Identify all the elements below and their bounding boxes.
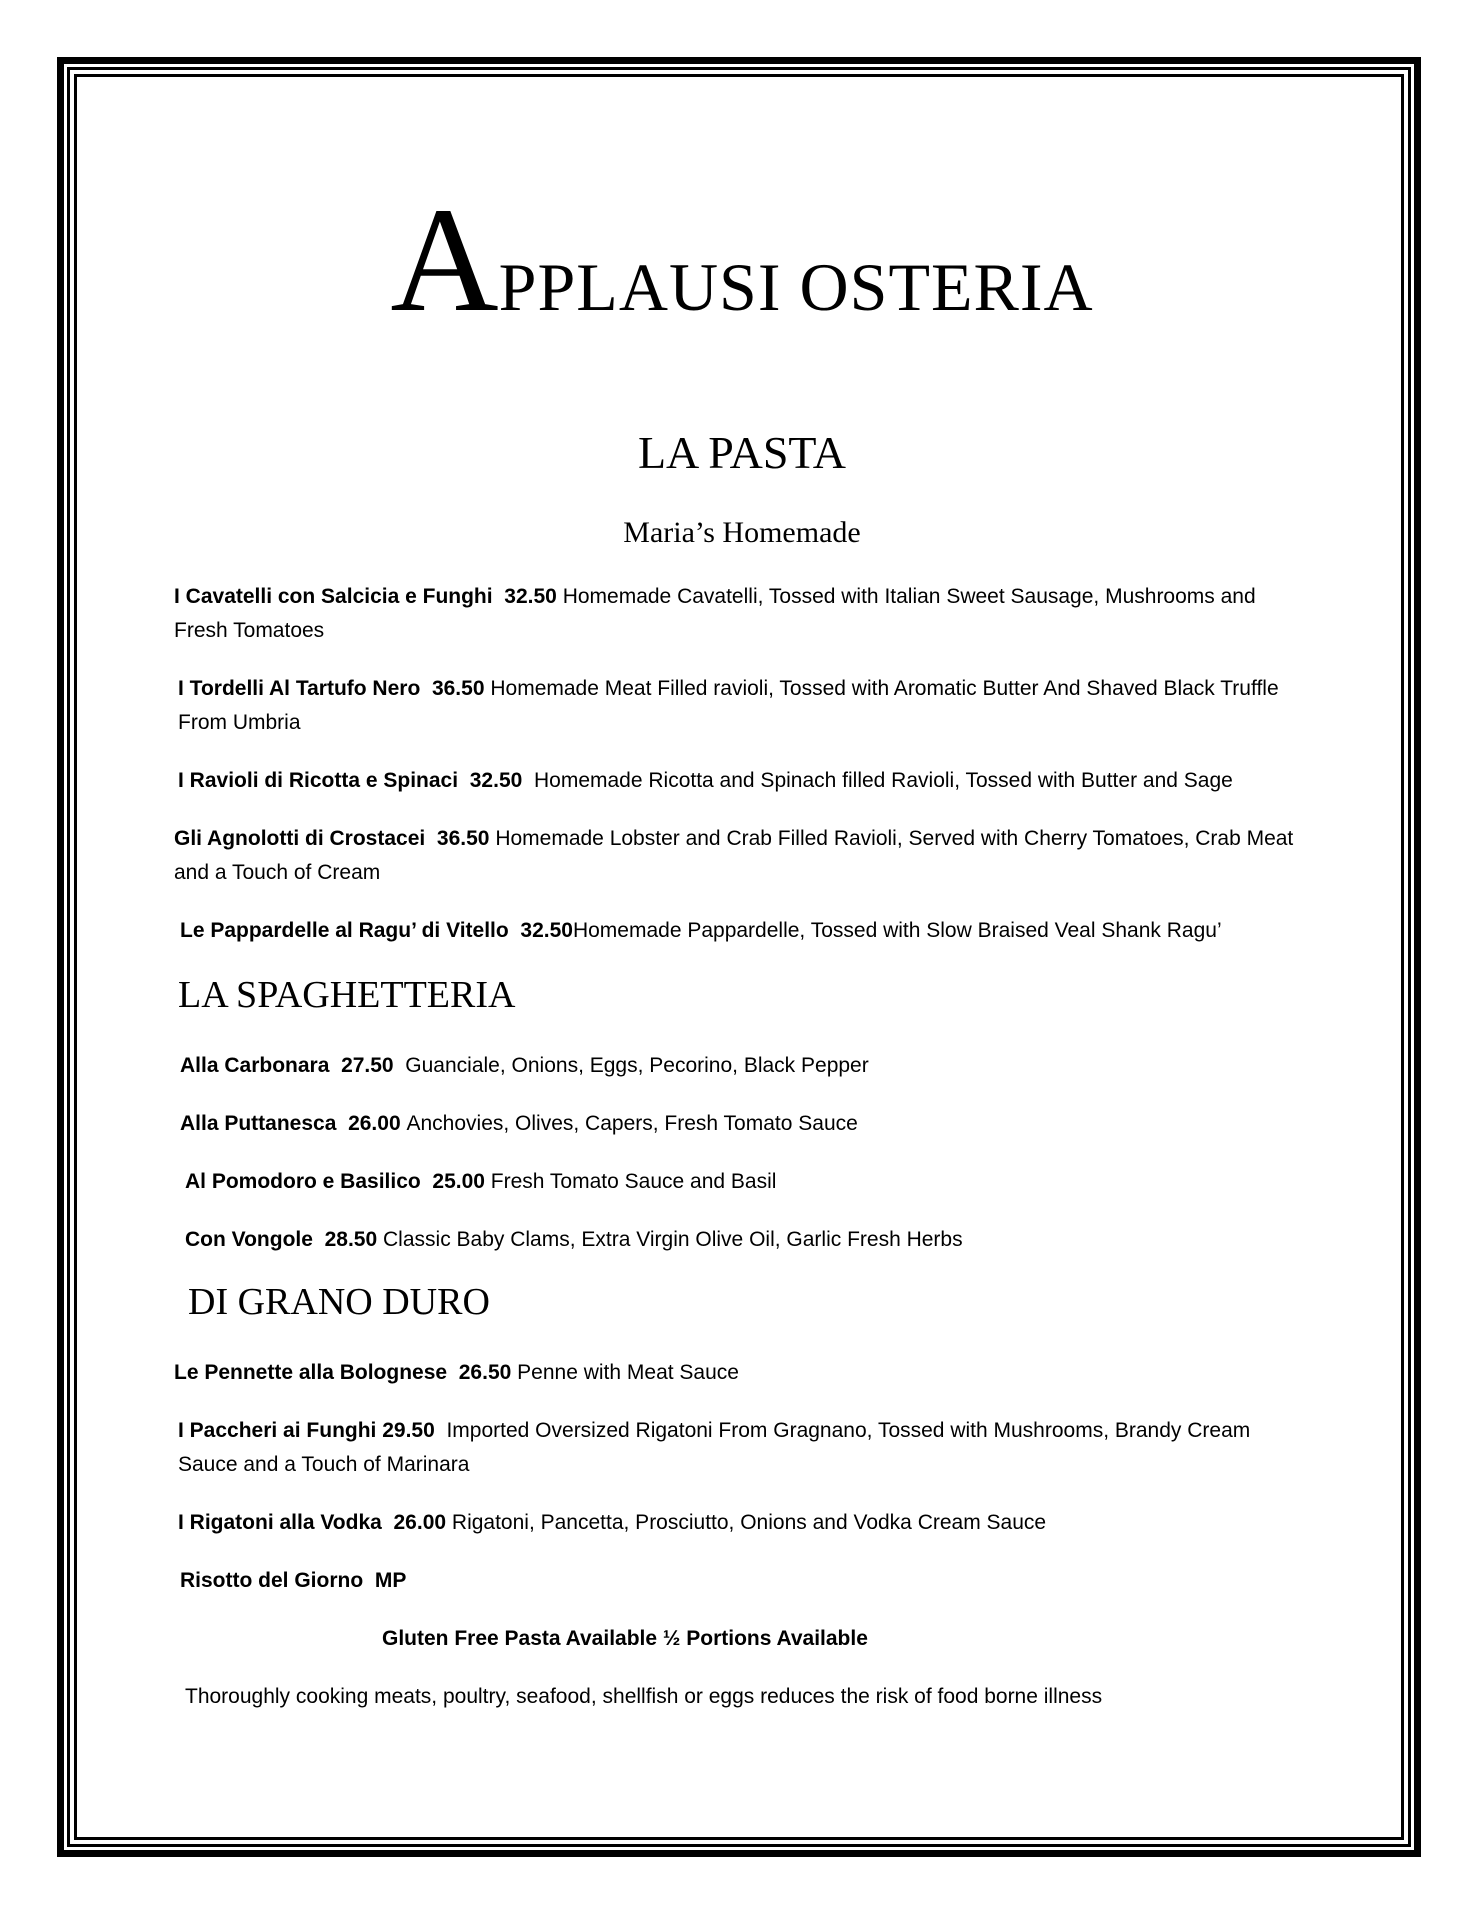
item-price: 26.00 [393, 1511, 447, 1534]
item-name: I Rigatoni alla Vodka [178, 1511, 382, 1534]
menu-item [178, 764, 1308, 798]
item-name: Le Pennette alla Bolognese [174, 1361, 448, 1384]
item-description: Homemade Lobster and Crab Filled Ravioli, Served with Cherry Tomatoes, Crab Meat and a Touch of Cream [174, 827, 1294, 884]
food-safety-warning: Thoroughly cooking meats, poultry, seafood, shellfish or eggs reduces the risk of food borne illness [185, 1685, 1103, 1708]
menu-item [185, 1165, 1315, 1199]
menu-item [180, 1564, 1310, 1598]
item-description: Homemade Cavatelli, Tossed with Italian Sweet Sausage, Mushrooms and Fresh Tomatoes [174, 585, 1256, 642]
menu-item [174, 822, 1304, 890]
item-price: 32.50 [469, 769, 523, 792]
item-description: Homemade Pappardelle, Tossed with Slow Braised Veal Shank Ragu’ [572, 919, 1222, 942]
item-name: Alla Puttanesca [180, 1112, 337, 1135]
menu-item [185, 1223, 1315, 1257]
item-name: Gli Agnolotti di Crostacei [174, 827, 426, 850]
section-title-grano-duro: DI GRANO DURO [188, 1281, 490, 1323]
item-name: Alla Carbonara [180, 1054, 330, 1077]
item-description: Guanciale, Onions, Eggs, Pecorino, Black Pepper [405, 1054, 869, 1077]
item-name: I Paccheri ai Funghi [178, 1419, 377, 1442]
item-price: 32.50 [504, 585, 557, 608]
item-name: I Tordelli Al Tartufo Nero [178, 677, 421, 700]
item-price: 26.00 [348, 1112, 401, 1135]
menu-item [180, 914, 1310, 948]
item-price: 25.00 [432, 1170, 485, 1193]
item-price: 26.50 [458, 1361, 512, 1384]
availability-note: Gluten Free Pasta Available ½ Portions Available [382, 1627, 868, 1650]
item-name: Al Pomodoro e Basilico [185, 1170, 421, 1193]
restaurant-name: APPLAUSI OSTERIA [390, 177, 1094, 343]
menu-item [180, 1049, 1310, 1083]
section-subtitle-pasta: Maria’s Homemade [623, 516, 861, 549]
item-description: Fresh Tomato Sauce and Basil [490, 1170, 777, 1193]
item-name: Con Vongole [185, 1228, 313, 1251]
item-description: Classic Baby Clams, Extra Virgin Olive Oil, Garlic Fresh Herbs [383, 1228, 963, 1251]
item-price: MP [374, 1569, 407, 1592]
item-price: 29.50 [382, 1419, 435, 1442]
item-description: Imported Oversized Rigatoni From Gragnano, Tossed with Mushrooms, Brandy Cream Sauce and a Touch of Marinara [178, 1419, 1251, 1476]
menu-item [178, 1414, 1308, 1482]
item-name: I Cavatelli con Salcicia e Funghi [174, 585, 493, 608]
item-price: 28.50 [324, 1228, 378, 1251]
section-title-pasta: LA PASTA [637, 427, 847, 478]
item-description: Homemade Ricotta and Spinach filled Ravioli, Tossed with Butter and Sage [533, 769, 1233, 792]
item-price: 32.50 [520, 919, 573, 942]
menu-item [178, 1506, 1308, 1540]
item-price: 27.50 [341, 1054, 394, 1077]
menu-item [174, 1356, 1304, 1390]
item-name: I Ravioli di Ricotta e Spinaci [178, 769, 459, 792]
item-price: 36.50 [436, 827, 490, 850]
item-name: Le Pappardelle al Ragu’ di Vitello [180, 919, 509, 942]
section-title-spaghetteria: LA SPAGHETTERIA [178, 974, 516, 1016]
item-description: Penne with Meat Sauce [517, 1361, 739, 1384]
item-price: 36.50 [431, 677, 485, 700]
menu-item [180, 1107, 1310, 1141]
item-description: Anchovies, Olives, Capers, Fresh Tomato Sauce [406, 1112, 858, 1135]
menu-item [178, 672, 1308, 740]
menu-item [174, 580, 1304, 648]
item-description: Homemade Meat Filled ravioli, Tossed with Aromatic Butter And Shaved Black Truffle From Umbria [178, 677, 1279, 734]
item-description: Rigatoni, Pancetta, Prosciutto, Onions and Vodka Cream Sauce [451, 1511, 1047, 1534]
item-name: Risotto del Giorno [180, 1569, 364, 1592]
